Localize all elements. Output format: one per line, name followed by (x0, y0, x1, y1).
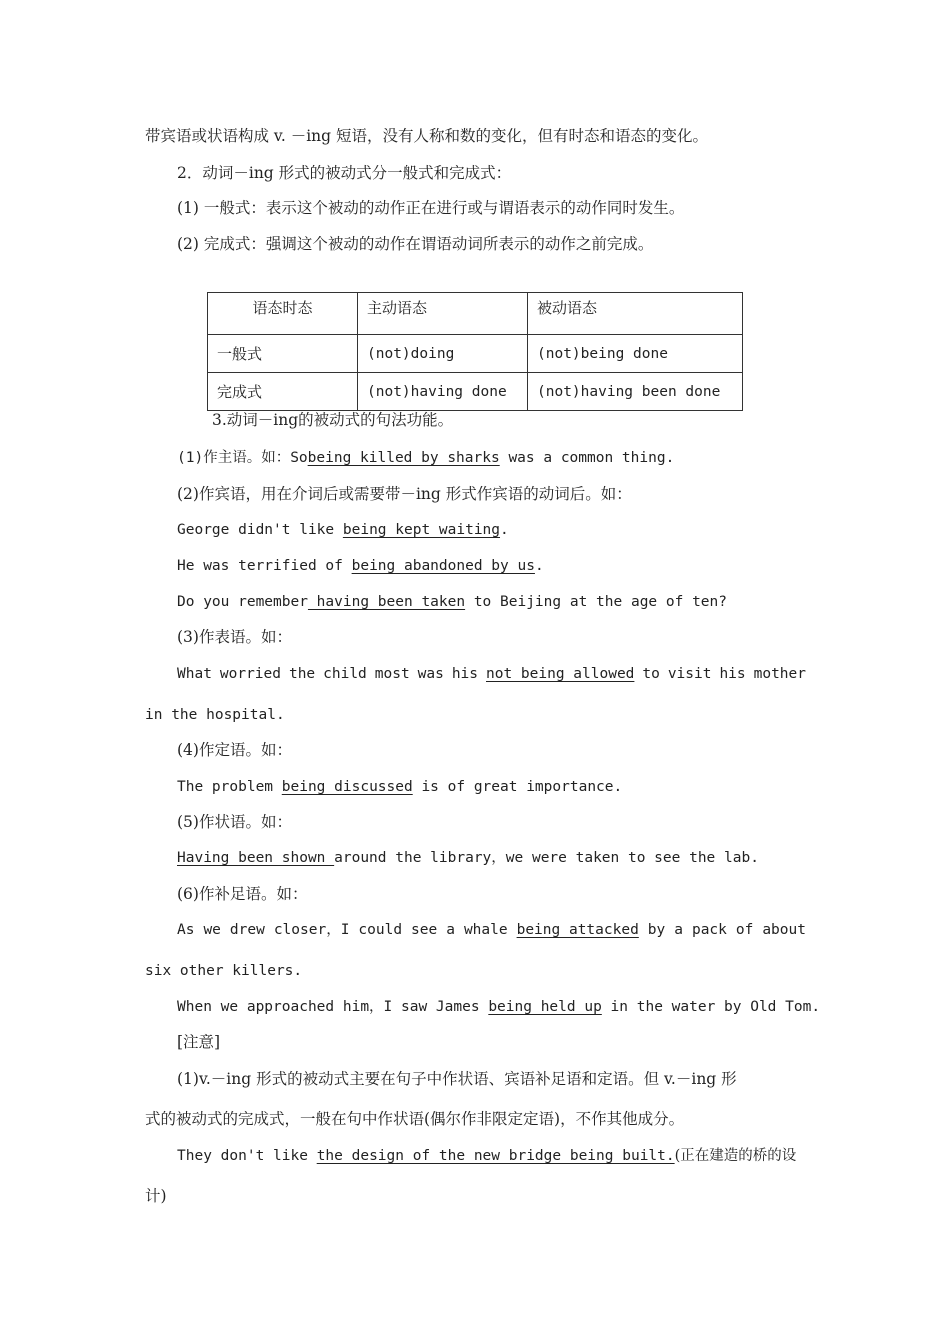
word: by (647, 922, 666, 938)
point2-item1: (1) 一般式：表示这个被动的动作正在进行或与谓语表示的动作同时发生。 (177, 199, 685, 217)
example-text: . (534, 558, 544, 574)
note-label: [注意] (177, 1033, 221, 1051)
voice-tense-table (207, 292, 743, 411)
subject-rest: was a common thing. (499, 450, 675, 466)
subject-label: (1)作主语。如：So (177, 450, 308, 466)
word: his (719, 666, 746, 682)
underlined-phrase: being abandoned by us (351, 558, 535, 574)
object-example-3 (177, 592, 727, 612)
table-header-cell: 语态时态 (208, 293, 358, 335)
word: whale (463, 922, 508, 938)
table-row (208, 373, 743, 411)
underlined-phrase: having been taken (307, 594, 466, 610)
predicative-example-line1 (177, 664, 806, 684)
note-para-line2: 式的被动式的完成式，一般在句中作状语(偶尔作非限定定语)，不作其他成分。 (145, 1110, 685, 1128)
word: we (203, 922, 221, 938)
intro-line: 带宾语或状语构成 v. －ing 短语，没有人称和数的变化，但有时态和语态的变化。 (145, 127, 708, 145)
word: about (762, 922, 806, 938)
word: worried (219, 666, 281, 682)
example-text: (正在建造的桥的设 (674, 1148, 797, 1164)
word: could (358, 922, 403, 938)
underlined-phrase: being held up (488, 999, 602, 1015)
attributive-example (177, 777, 622, 797)
note-example-line2: 计) (145, 1187, 167, 1205)
table-header-cell: 被动语态 (528, 293, 743, 335)
underlined-phrase: being discussed (281, 779, 413, 795)
word: closer，I (273, 922, 350, 938)
word: drew (229, 922, 265, 938)
object-label: (2)作宾语，用在介词后或需要带－ing 形式作宾语的动词后。如： (177, 485, 632, 503)
point2-heading: 2．动词－ing 形式的被动式分一般式和完成式： (177, 164, 512, 182)
underlined-phrase: not being allowed (486, 666, 635, 682)
word: his (451, 666, 479, 682)
example-text: around the library，we were taken to see the lab. (334, 850, 759, 866)
example-text: . (500, 522, 509, 538)
subject-example (177, 448, 674, 468)
word: was (417, 666, 444, 682)
word: visit (667, 666, 712, 682)
note-example (177, 1146, 796, 1166)
predicative-example-line2: in the hospital. (145, 707, 285, 723)
word: What (177, 666, 212, 682)
table-cell: (not)being done (528, 335, 743, 373)
predicative-label: (3)作表语。如： (177, 628, 292, 646)
complement-label: (6)作补足语。如： (177, 885, 308, 903)
underlined-phrase: the design of the new bridge being built. (316, 1148, 675, 1164)
adverbial-label: (5)作状语。如： (177, 813, 292, 831)
example-text: is of great importance. (412, 779, 623, 795)
point2-item2: (2) 完成式：强调这个被动的动作在谓语动词所表示的动作之前完成。 (177, 235, 654, 253)
table-header-row (208, 293, 743, 335)
complement-example-2 (177, 997, 820, 1017)
example-text: Do you remember (177, 594, 308, 610)
example-text: The problem (177, 779, 282, 795)
word: mother (753, 666, 806, 682)
underlined-phrase: being killed by sharks (307, 450, 500, 466)
underlined-phrase: being attacked (516, 922, 639, 938)
table-header-cell: 主动语态 (358, 293, 528, 335)
object-example-2 (177, 556, 544, 576)
table-row (208, 335, 743, 373)
example-text: to Beijing at the age of ten? (465, 594, 727, 610)
word: of (735, 922, 754, 938)
underlined-phrase: being kept waiting (342, 522, 501, 538)
word: child (323, 666, 367, 682)
object-example-1 (177, 520, 509, 540)
word: most (374, 666, 410, 682)
word: see (411, 922, 438, 938)
word: to (642, 666, 660, 682)
point3-heading: 3.动词－ing的被动式的句法功能。 (212, 411, 454, 429)
word: pack (691, 922, 727, 938)
word: a (674, 922, 683, 938)
table-cell: (not)having done (358, 373, 528, 411)
example-text: When we approached him，I saw James (177, 999, 489, 1015)
table-cell: 完成式 (208, 373, 358, 411)
adverbial-example (177, 848, 759, 868)
example-text: George didn't like (177, 522, 343, 538)
example-text: in the water by Old Tom. (601, 999, 821, 1015)
attributive-label: (4)作定语。如： (177, 741, 292, 759)
table-cell: 一般式 (208, 335, 358, 373)
word: the (288, 666, 316, 682)
note-para-line1: (1)v.－ing 形式的被动式主要在句子中作状语、宾语补足语和定语。但 v.－ing 形 (177, 1070, 737, 1088)
table-cell: (not)doing (358, 335, 528, 373)
complement-example-1-line1 (177, 920, 806, 940)
table-cell: (not)having been done (528, 373, 743, 411)
word: a (446, 922, 455, 938)
underlined-phrase: Having been shown (177, 850, 335, 866)
example-text: He was terrified of (177, 558, 352, 574)
complement-example-1-line2: six other killers. (145, 963, 303, 979)
example-text: They don't like (177, 1148, 317, 1164)
word: As (177, 922, 195, 938)
